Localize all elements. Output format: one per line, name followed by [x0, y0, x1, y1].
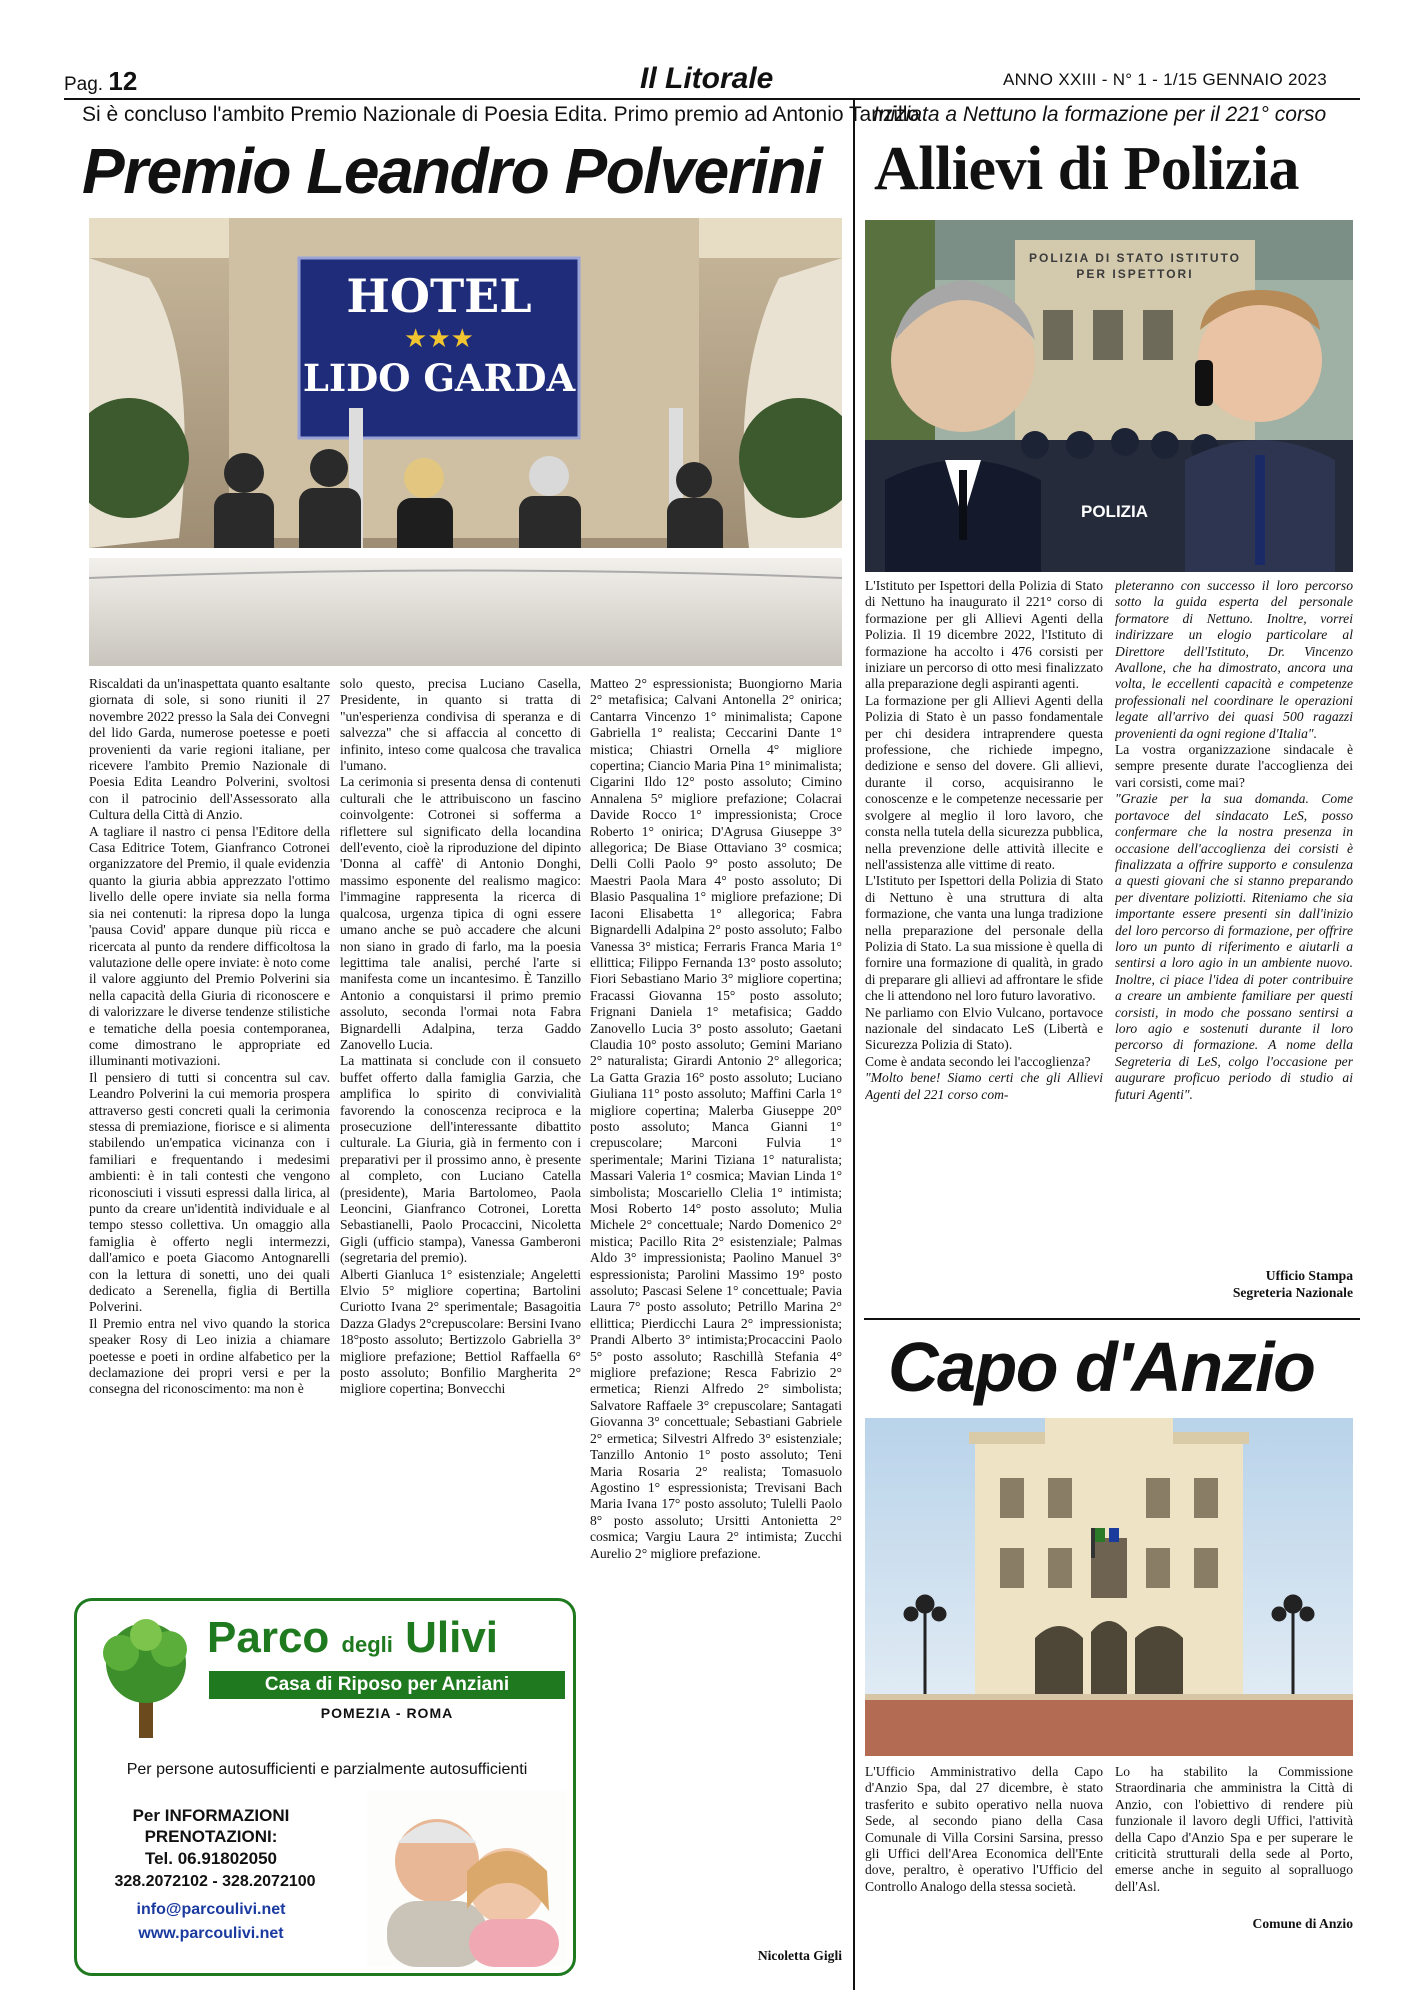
police-building-sign: POLIZIA DI STATO ISTITUTO PER ISPETTORI: [1029, 251, 1241, 281]
section-divider: [853, 100, 855, 1990]
ad-email[interactable]: info@parcoulivi.net: [136, 1901, 286, 1918]
ad-location: POMEZIA - ROMA: [320, 1705, 454, 1721]
left-article-column-2: solo questo, precisa Luciano Casella, Presidente, in quanto si tratta di "un'esperienza condivisa di speranza e di salvezza" che si affaccia al concetto di infinito, inteso come qualcosa che travalica l'umano. La cerimonia si presenta densa di contenuti culturali che le attribuiscono un fascino coinvolgente: Cotronei si sofferma a riflettere sul significato della locandina dell'evento, cioè la riproduzione del dipinto 'Donna al caffè' di Antonio Donghi, massimo esponente del realismo magico: l'immagine rappresenta la ricerca di qualcosa, urgenza tipica di ogni essere umano anche se può accadere che alcuni non siano in grado di farlo, ma la poesia legittima tale analisi, perché l'arte si manifesta come un incantesimo. È Tanzillo Antonio a conquistarsi il primo premio assoluto, seconda l'ormai nota Fabra Bignardelli Adalpina, terza Gaddo Zanovello Lucia. La mattinata si conclude con il consueto buffet offerto dalla famiglia Garzia, che amplifica lo spirito di convivialità favorendo la conoscenza reciproca e la prosecuzione dell'interessante dibattito culturale. La Giuria, già in fermento con i preparativi per il prossimo anno, è presente al completo, con Luciano Catella (presidente), Maria Bartolomeo, Paola Leoncini, Gianfranco Cotronei, Loretta Sebastianelli, Paolo Procaccini, Nicoletta Gigli (ufficio stampa), Vanessa Gamberoni (segretaria del premio). Alberti Gianluca 1° esistenziale; Angeletti Elvio 5° migliore copertina; Bartolini Curiotto Ivana 2° sperimentale; Basagoitia Dazza Gladys 2°crepuscolare: Bersini Ivano 18°posto assoluto; Bertizzolo Gabriella 3° migliore prefazione; Bettiol Raffaella 6° posto assoluto; Bonfilio Margherita 2° migliore copertina; Bonvecchi: [340, 676, 581, 1397]
ad-subtitle: Casa di Riposo per Anziani: [209, 1671, 565, 1699]
header-rule: [64, 98, 1360, 100]
anzio-villa-photo: [865, 1418, 1353, 1756]
anzio-column-1: L'Ufficio Amministrativo della Capo d'Anzio Spa, dal 27 dicembre, è stato trasferito e subito operativo nella nuova Sede, al secondo piano della Casa Comunale di Villa Corsini Sarsina, presso gli Uffici dell'Area Economica dell'Ente dove, peraltro, è operativo l'Ufficio del Controllo Analogo della stessa società.: [865, 1764, 1103, 1894]
ad-parco-ulivi[interactable]: [74, 1598, 576, 1976]
ad-info-title: Per INFORMAZIONI PRENOTAZIONI:: [132, 1806, 290, 1846]
award-photo: [89, 218, 842, 666]
ad-tagline: Per persone autosufficienti e parzialmente autosufficienti: [126, 1761, 528, 1778]
issue-info: ANNO XXIII - N° 1 - 1/15 GENNAIO 2023: [1003, 70, 1328, 89]
anzio-divider: [864, 1318, 1360, 1320]
left-headline: Premio Leandro Polverini: [82, 135, 822, 207]
page-label: Pag. 12: [64, 66, 138, 96]
page-number: 12: [108, 66, 138, 96]
left-article-column-3: Matteo 2° espressionista; Buongiorno Maria 2° metafisica; Calvani Antonella 2° onirica; Cantarra Vincenzo 1° minimalista; Capone Gabriella 1° realista; Ceccarini Dante 1° mistica; Chiastri Ornella 4° migliore copertina; Ciancio Maria Pina 1° minimalista; Cigarini Ildo 12° posto assoluto; Cimino Annalena 5° migliore prefazione; Colacrai Davide Rocco 1° impressionista; Croce Roberto 1° onirica; D'Agrusa Giuseppe 3° allegorica; De Biase Ottaviano 3° cosmica; Delli Colli Paolo 9° posto assoluto; De Maestri Paola Mara 4° posto assoluto; Di Blasio Pasqualina 1° migliore prefazione; Di Iaconi Elisabetta 1° allegorica; Fabra Bignardelli Adalpina 2° posto assoluto; Falbo Vanessa 3° mistica; Ferraris Franca Maria 1° ellittica; Filippo Fernanda 13° posto assoluto; Fiori Sebastiano Mario 3° migliore copertina; Fracassi Giovanna 15° posto assoluto; Frignani Daniela 1° metafisica; Gaddo Zanovello Lucia 3° posto assoluto; Gaetani Claudia 10° posto assoluto; Gemini Mariano 2° naturalista; Girardi Antonio 2° allegorica; La Gatta Grazia 16° posto assoluto; Luciano Giuliana 11° posto assoluto; Maffini Carla 1° migliore copertina; Malerba Giuseppe 20° posto assoluto; Manca Gianni 1° crepuscolare; Marconi Fulvia 1° sperimentale; Marini Tiziana 1° naturalista; Massari Valeria 1° cosmica; Mavian Linda 1° simbolista; Moscariello Clelia 1° intimista; Mosi Roberto 14° posto assoluto; Mulia Michele 2° concettuale; Nardo Domenico 2° mistica; Pacillo Rita 2° esistenziale; Palmas Aldo 3° impressionista; Paolino Manuel 3° espressionista; Parolini Massimo 19° posto assoluto; Pascasi Selene 1° concettuale; Pavia Laura 7° posto assoluto; Petrillo Marina 2° ellittica; Pierdicchi Laura 2° impressionista; Prandi Alberto 3° intimista;Procaccini Paolo 5° posto assoluto; Raschillà Stefania 4° migliore prefazione; Resca Fabrizio 2° ermetica; Rienzi Alfredo 2° simbolista; Salvatore Raffaele 3° crepuscolare; Santagati Giovanna 3° concettuale; Sebastiani Gabriele 2° ermetica; Silvestri Alfredo 3° esistenziale; Tanzillo Antonio 1° posto assoluto; Teni Maria Rosaria 2° realista; Tomasuolo Agostino 1° espressionista; Trevisani Bach Maria Ivana 17° posto assoluto; Tulelli Paolo 8° posto assoluto; Ursitti Antonietta 2° cosmica; Vargiu Laura 2° intimista; Zucchi Aurelio 2° migliore prefazione.: [590, 676, 842, 1561]
villa-corsini-image: [865, 1418, 1353, 1756]
left-article-column-1: Riscaldati da un'inaspettata quanto esaltante giornata di sole, si sono riuniti il 27 novembre 2022 presso la Sala dei Convegni del lido Garda, numerose poetesse e poeti provenienti da varie regioni italiane, per ricevere l'ambito Premio Nazionale di Poesia Edita Leandro Polverini, svoltosi con il patrocinio dell'Assessorato alla Cultura della Città di Anzio. A tagliare il nastro ci pensa l'Editore della Casa Editrice Totem, Gianfranco Cotronei organizzatore del Premio, il quale evidenzia quanto la giuria abbia apprezzato l'ottimo livello delle opere inviate sia nella forma sia nei contenuti: la ripresa dopo la lunga 'pausa Covid' appare dunque più ricca e ricercata al punto da rendere difficoltosa la valutazione delle opere inviate: è noto come il valore aggiunto del Premio Polverini sia nella capacità della Giuria di riconoscere e di valorizzare le diverse tendenze stilistiche e tematiche della poesia contemporanea, come dimostrano le appropriate ed illuminanti motivazioni. Il pensiero di tutti si concentra sul cav. Leandro Polverini la cui memoria prospera attraverso gesti concreti quali la cerimonia stessa di premiazione, fiorisce e si alimenta stabilendo un'empatica vicinanza con i familiari e frequentando i medesimi ambienti: è in tali contesti che vengono riconosciuti i vissuti espressi dalla lirica, al punto da creare un'identità individuale e al tempo stesso collettiva. Un omaggio alla famiglia è offerto negli intermezzi, dall'amico e poeta Giacomo Antognarelli con la lettura di sonetti, uno dei quali dedicato a Serenella, figlia di Bertilla Polverini. Il Premio entra nel vivo quando la storica speaker Rosy di Leo inizia a chiamare poetesse e poeti in ordine alfabetico per la declamazione dei propri versi e per la consegna del riconoscimento: ma non è: [89, 676, 330, 1397]
ad-brand: Parco degli Ulivi: [207, 1613, 499, 1662]
hotel-sign-stars: ★★★: [404, 324, 474, 353]
anzio-headline: Capo d'Anzio: [888, 1328, 1315, 1406]
anzio-signature: Comune di Anzio: [1252, 1916, 1353, 1931]
olive-tree-icon: [91, 1613, 201, 1743]
ad-mobile[interactable]: 328.2072102 - 328.2072100: [114, 1873, 316, 1890]
right-headline: Allievi di Polizia: [874, 135, 1299, 203]
hotel-sign-text-2: LIDO GARDA: [302, 356, 576, 400]
anzio-column-2: Lo ha stabilito la Commissione Straordinaria che amministra la Città di Anzio, con l'obiettivo di rendere più funzionale il lavoro degli Uffici, l'attività della Capo d'Anzio Spa e per superare le criticità strutturali della sede al Porto, emerse anche in seguito al sopralluogo dell'Asl.: [1115, 1764, 1353, 1894]
police-photo: [865, 220, 1353, 572]
hotel-sign-text: HOTEL: [346, 269, 532, 323]
right-article-column-2: pleteranno con successo il loro percorso sotto la guida esperta del personale formatore di Nettuno. Inoltre, vorrei indirizzare un elogio particolare al Direttore dell'Istituto, Dr. Vincenzo Avallone, che ha dimostrato, ancora una volta, le eccellenti capacità e competenze professionali nel coordinare le operazioni legate all'arrivo dei quasi 500 ragazzi provenienti da ogni regione d'Italia". La vostra organizzazione sindacale è sempre presente durate l'accoglienza dei vari corsisti, come mai? "Grazie per la sua domanda. Come portavoce del sindacato LeS, posso confermare che la nostra presenza in occasione dell'accoglienza dei corsisti è finalizzata a offrire supporto e consulenza a questi giovani che si stanno preparando per diventare poliziotti. Riteniamo che sia importante essere presenti sin dall'inizio del loro percorso di formazione, per offrire loro un punto di riferimento e aiutarli a sentirsi a loro agio in un ambiente nuovo. Inoltre, ci piace l'idea di poter contribuire a creare un ambiente familiare per questi corsisti, in modo che possano sentirsi a loro agio e sostenuti durante il loro percorso di formazione. A nome della Segreteria di LeS, colgo l'occasione per augurare proficuo periodo di studio ai futuri Agenti".: [1115, 578, 1353, 1102]
right-article-column-1: L'Istituto per Ispettori della Polizia di Stato di Nettuno ha inaugurato il 221° corso di formazione per gli Allievi Agenti della Polizia. Il 19 dicembre 2022, l'Istituto di formazione ha accolto i 476 corsisti per iniziare un percorso di otto mesi finalizzato alla preparazione degli aspiranti agenti. La formazione per gli Allievi Agenti della Polizia di Stato è un passo fondamentale per chi desidera intraprendere questa professione, che richiede impegno, dedizione e senso del dovere. Gli allievi, durante il corso, acquisiranno le conoscenze e le competenze necessarie per svolgere al meglio il loro lavoro, che consta nella tutela della sicurezza pubblica, nella prevenzione delle attività illecite e nell'assistenza alle vittime di reato. L'Istituto per Ispettori della Polizia di Stato di Nettuno è una struttura di alta formazione, che vanta una lunga tradizione nella preparazione del personale della Polizia di Stato. La sua missione è quella di fornire una formazione di qualità, in grado di preparare gli allievi ad affrontare le sfide che li attendono nel loro futuro lavorativo. Ne parliamo con Elvio Vulcano, portavoce nazionale del sindacato LeS (Libertà e Sicurezza Polizia di Stato). Come è andata secondo lei l'accoglienza? "Molto bene! Siamo certi che gli Allievi Agenti del 221 corso com-: [865, 578, 1103, 1102]
elderly-couple-photo: [367, 1791, 567, 1967]
police-vest-text: POLIZIA: [1081, 502, 1149, 521]
left-strapline: Si è concluso l'ambito Premio Nazionale di Poesia Edita. Primo premio ad Antonio Tanzillo: [82, 103, 920, 126]
left-article-signature: Nicoletta Gigli: [757, 1948, 842, 1963]
right-strapline: Iniziata a Nettuno la formazione per il 221° corso: [873, 103, 1327, 126]
ad-phone[interactable]: Tel. 06.91802050: [144, 1849, 277, 1868]
masthead: Il Litorale: [640, 62, 774, 95]
right-signature-1: Ufficio Stampa: [1265, 1268, 1353, 1283]
right-signature-2: Segreteria Nazionale: [1232, 1285, 1353, 1300]
ad-website[interactable]: www.parcoulivi.net: [138, 1925, 284, 1942]
